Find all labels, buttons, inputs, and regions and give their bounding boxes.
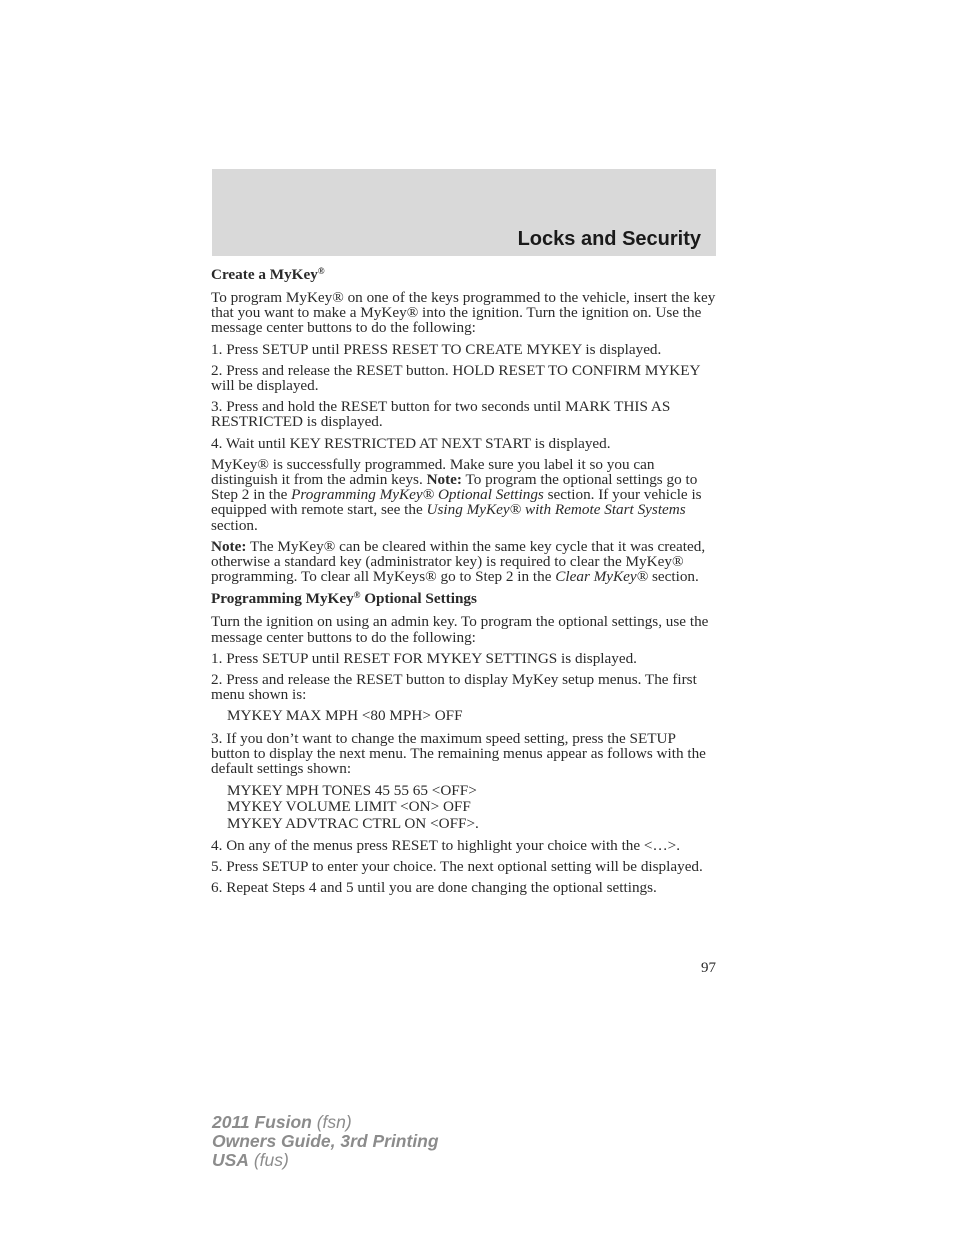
step-2: 2. Press and release the RESET button. HOLD RESET TO CONFIRM MYKEY will be displayed. bbox=[211, 361, 700, 395]
note-label: Note: bbox=[211, 537, 247, 555]
menu-line: MYKEY MAX MPH <80 MPH> OFF bbox=[227, 707, 463, 725]
step-2-optional: 2. Press and release the RESET button to display MyKey setup menus. The first menu shown is: bbox=[211, 671, 697, 704]
step-6-optional: 6. Repeat Steps 4 and 5 until you are done changing the optional settings. bbox=[211, 879, 657, 897]
note-label: Note: bbox=[426, 471, 462, 489]
page-number: 97 bbox=[701, 960, 716, 976]
page-body bbox=[211, 266, 717, 902]
footer-publication-info bbox=[212, 1113, 439, 1170]
menu-first bbox=[211, 708, 717, 725]
cross-reference-optional-settings: Programming MyKey® Optional Settings bbox=[291, 486, 544, 504]
footer-line-model: 2011 Fusion (fsn) bbox=[212, 1112, 352, 1132]
menu-list bbox=[211, 783, 717, 833]
step-3-optional: 3. If you don’t want to change the maximum speed setting, press the SETUP button to display the next menu. The remaining menus appear as follows with the default settings shown: bbox=[211, 729, 706, 778]
step-4: 4. Wait until KEY RESTRICTED AT NEXT START is displayed. bbox=[211, 434, 611, 452]
section-header-band bbox=[212, 169, 716, 256]
paragraph-success: MyKey® is successfully programmed. Make sure you label it so you can distinguish it from the admin keys. Note: To program the optional settings go to Step 2 in the Programming MyKey® Optional Settings section. If your vehicle is equipped with remote start, see the Using MyKey® with Remote Start Systems section. bbox=[211, 455, 702, 534]
step-1: 1. Press SETUP until PRESS RESET TO CREATE MYKEY is displayed. bbox=[211, 340, 662, 358]
step-1-optional: 1. Press SETUP until RESET FOR MYKEY SETTINGS is displayed. bbox=[211, 649, 637, 667]
cross-reference-clear-mykey: Clear MyKey® bbox=[555, 568, 649, 586]
paragraph-intro: To program MyKey® on one of the keys programmed to the vehicle, insert the key that you want to make a MyKey® into the ignition. Turn the ignition on. Use the message center buttons to do the following: bbox=[211, 289, 716, 337]
paragraph-note: Note: The MyKey® can be cleared within the same key cycle that it was created, otherwise a standard key (administrator key) is required to clear the MyKey® programming. To clear all MyKeys® go to Step 2 in the Clear MyKey® section. bbox=[211, 537, 706, 586]
step-5-optional: 5. Press SETUP to enter your choice. The next optional setting will be displayed. bbox=[211, 858, 703, 876]
menu-line: MYKEY VOLUME LIMIT <ON> OFF bbox=[227, 798, 471, 816]
step-4-optional: 4. On any of the menus press RESET to highlight your choice with the <…>. bbox=[211, 837, 681, 855]
heading-create-mykey: Create a MyKey® bbox=[211, 266, 325, 283]
footer-line-market: USA (fus) bbox=[212, 1150, 289, 1170]
footer-line-guide: Owners Guide, 3rd Printing bbox=[212, 1131, 439, 1151]
heading-programming-optional-settings: Programming MyKey® Optional Settings bbox=[211, 590, 477, 608]
paragraph-intro-2: Turn the ignition on using an admin key. To program the optional settings, use the message center buttons to do the following: bbox=[211, 613, 709, 646]
cross-reference-remote-start: Using MyKey® with Remote Start Systems bbox=[426, 501, 686, 519]
step-3: 3. Press and hold the RESET button for two seconds until MARK THIS AS RESTRICTED is displayed. bbox=[211, 398, 671, 431]
menu-line: MYKEY ADVTRAC CTRL ON <OFF>. bbox=[227, 814, 479, 832]
menu-line: MYKEY MPH TONES 45 55 65 <OFF> bbox=[227, 781, 477, 799]
section-title: Locks and Security bbox=[517, 228, 701, 250]
